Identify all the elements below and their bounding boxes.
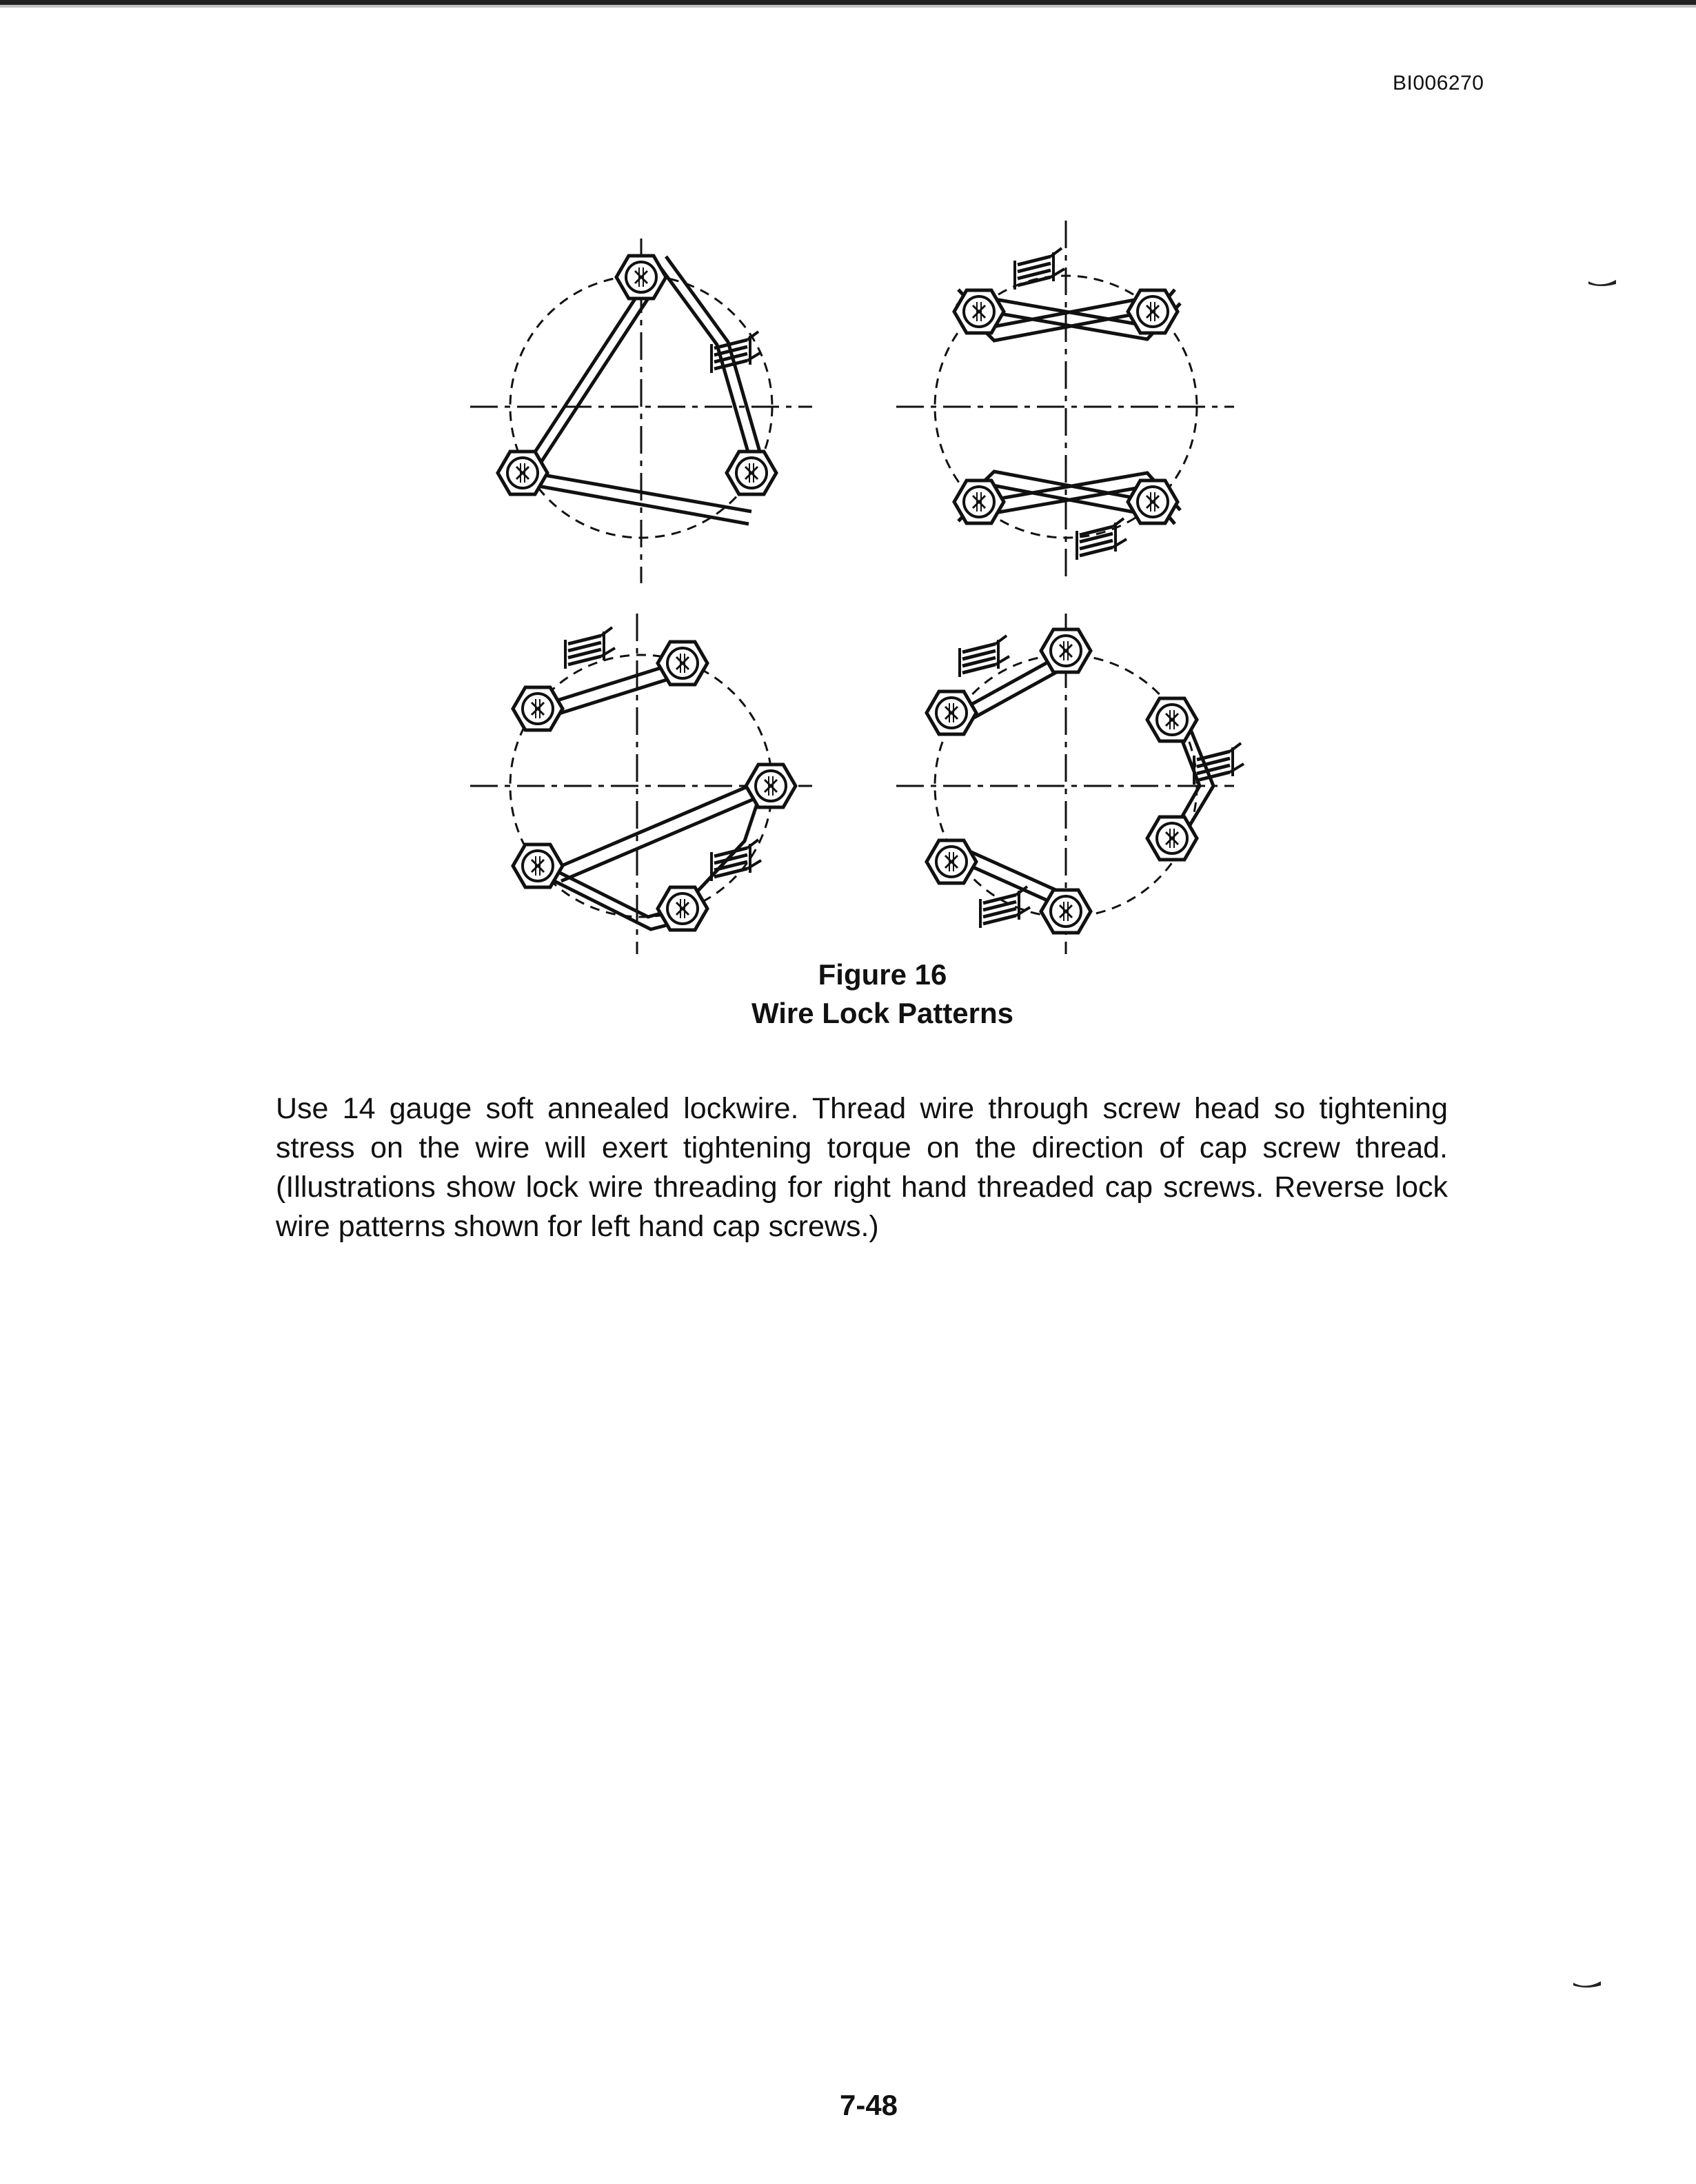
margin-mark [1587,279,1617,288]
page-number: 7-48 [839,2089,898,2121]
figure-number: Figure 16 [818,958,947,991]
pattern-three-bolt-triangle [470,239,812,583]
figure-title: Wire Lock Patterns [751,997,1014,1029]
wire-lock-patterns-figure [0,0,1696,979]
pattern-four-bolt-diagonal [470,614,812,954]
pattern-four-bolt-crossed-pairs [896,221,1234,576]
document-id: BI006270 [1393,72,1484,94]
pattern-six-bolt-pairs [896,614,1244,954]
body-paragraph: Use 14 gauge soft annealed lockwire. Thread wire through screw head so tightening stress on the wire will exert tightening torque on the direction of cap screw thread. (Illustrations show lock wire threading for right hand threaded cap screws. Reverse lock wire patterns shown for left hand cap screws.) [276,1092,1448,1243]
margin-mark [1572,1980,1602,1990]
